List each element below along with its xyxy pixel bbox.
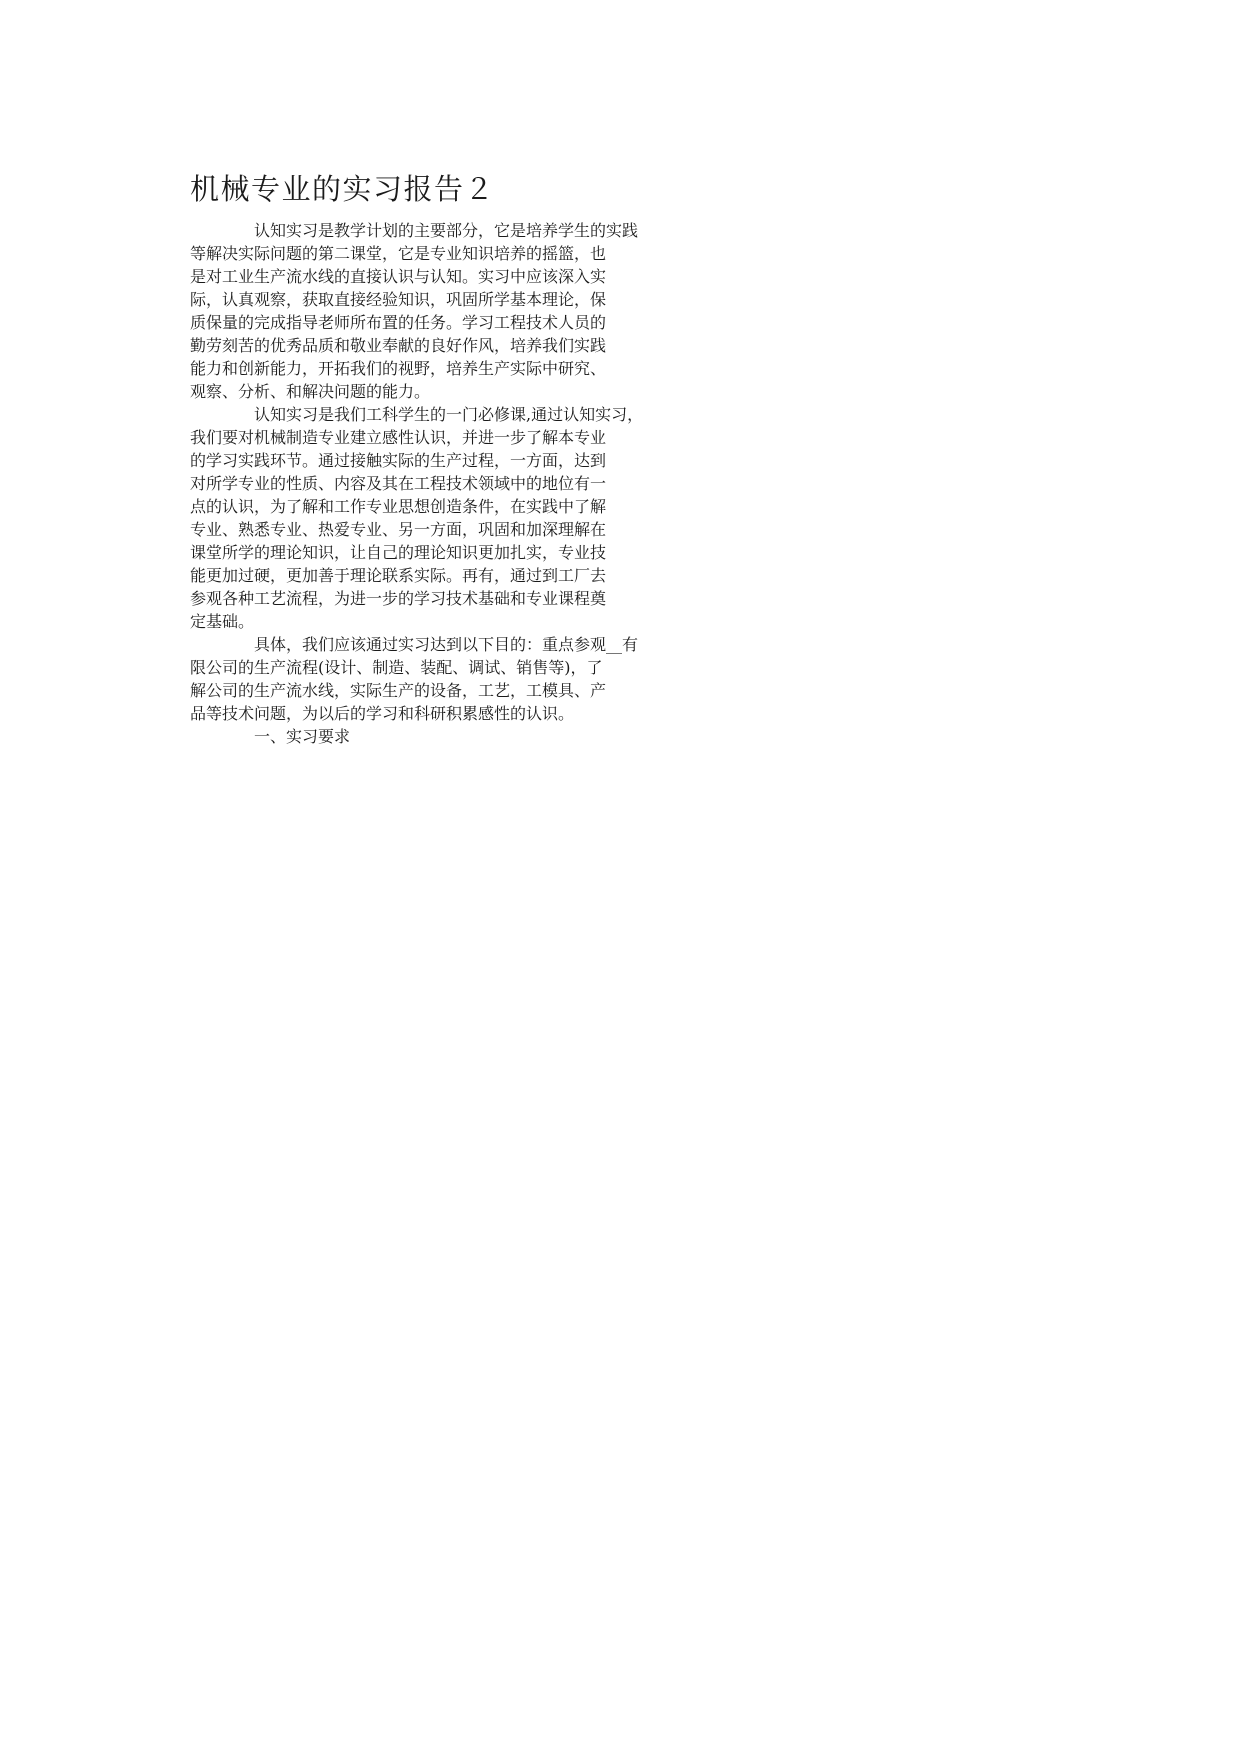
text-line: 一、实习要求 [254,727,351,746]
text-line: 点的认识，为了解和工作专业思想创造条件，在实践中了解 [190,497,607,516]
text-line: 品等技术问题，为以后的学习和科研积累感性的认识。 [190,704,575,723]
text-line: 的学习实践环节。通过接触实际的生产过程，一方面，达到 [190,451,607,470]
text-line: 我们要对机械制造专业建立感性认识，并进一步了解本专业 [190,428,607,447]
text-line: 能力和创新能力，开拓我们的视野，培养生产实际中研究、 [190,359,607,378]
text-line: 解公司的生产流水线，实际生产的设备，工艺，工模具、产 [190,681,607,700]
text-line: 课堂所学的理论知识，让自己的理论知识更加扎实，专业技 [190,543,607,562]
text-line: 质保量的完成指导老师所布置的任务。学习工程技术人员的 [190,313,607,332]
text-line: 观察、分析、和解决问题的能力。 [190,382,431,401]
text-line: 勤劳刻苦的优秀品质和敬业奉献的良好作风，培养我们实践 [190,336,607,355]
text-line: 际，认真观察，获取直接经验知识，巩固所学基本理论，保 [190,290,607,309]
text-line: 定基础。 [190,612,255,631]
text-line: 认知实习是教学计划的主要部分，它是培养学生的实践 [254,221,639,240]
paragraph [190,402,1050,632]
text-line: 等解决实际问题的第二课堂，它是专业知识培养的摇篮，也 [190,244,607,263]
text-line: 是对工业生产流水线的直接认识与认知。实习中应该深入实 [190,267,607,286]
text-line: 能更加过硬，更加善于理论联系实际。再有，通过到工厂去 [190,566,607,585]
text-line: 具体，我们应该通过实习达到以下目的：重点参观__有 [254,635,639,654]
text-line: 认知实习是我们工科学生的一门必修课,通过认知实习， [254,405,644,424]
text-line: 对所学专业的性质、内容及其在工程技术领域中的地位有一 [190,474,607,493]
paragraph [190,218,1050,402]
document-body [190,218,1050,747]
paragraph [190,632,1050,724]
text-line: 专业、熟悉专业、热爱专业、另一方面，巩固和加深理解在 [190,520,607,539]
document-title: 机械专业的实习报告２ [190,172,496,206]
text-line: 限公司的生产流程(设计、制造、装配、调试、销售等)，了 [190,658,603,677]
text-line: 参观各种工艺流程，为进一步的学习技术基础和专业课程奠 [190,589,607,608]
section-heading [190,724,1050,747]
